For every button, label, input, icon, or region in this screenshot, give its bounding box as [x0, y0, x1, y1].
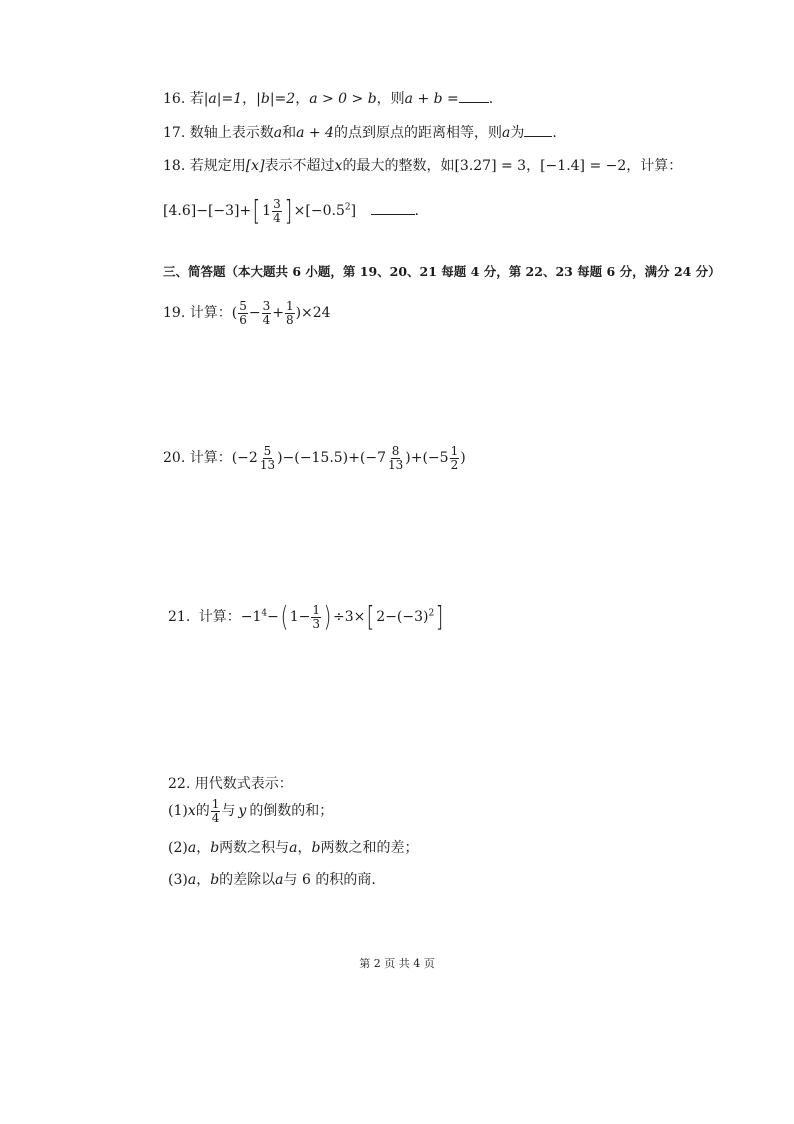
question-20: 20. 计算：(−2 $\frac{5}{13}$ )−(−15.5)+(−7 $\frac{8}{13}$ )+(−5 $\frac{1}{2}$ ): [163, 443, 466, 472]
answer-blank: [459, 88, 489, 103]
question-number: 18.: [163, 158, 186, 174]
question-22-part-2: (2)a，b两数之积与a，b两数之和的差；: [168, 840, 419, 856]
question-21: 21. 计算：$-1^4-$( 1− $\frac{1}{3}$ ) ÷3×[ $2-(-3)^2$]: [168, 600, 444, 633]
question-18-expression: [4.6]−[−3]+[ 1 $\frac{3}{4}$ ] $\times[-0.5^2]$ .: [163, 194, 419, 227]
answer-blank: [524, 122, 552, 137]
question-22-part-3: (3)a，b的差除以a与 6 的积的商.: [168, 872, 376, 888]
fraction: $\frac{3}{4}$: [273, 196, 281, 225]
fraction: $\frac{1}{8}$: [285, 298, 294, 327]
question-number: 16.: [163, 91, 186, 107]
question-number: 21.: [168, 609, 191, 625]
question-22-part-1: (1)x的 $\frac{1}{4}$ 与 y 的倒数的和；: [168, 796, 334, 825]
fraction: $\frac{5}{6}$: [239, 298, 247, 327]
fraction: $\frac{1}{2}$: [450, 443, 459, 472]
question-number: 17.: [163, 125, 186, 141]
question-17: 17. 数轴上表示数a和a + 4的点到原点的距离相等，则a为 .: [163, 122, 557, 143]
question-number: 20.: [163, 450, 186, 466]
fraction: $\frac{8}{13}$: [387, 443, 404, 472]
section-heading: 三、简答题（本大题共 6 小题，第 19、20、21 每题 4 分，第 22、23 每题 6 分，满分 24 分）: [163, 264, 721, 279]
question-22-title: 22. 用代数式表示：: [168, 776, 293, 792]
page-footer: 第 2 页 共 4 页: [359, 957, 435, 970]
question-number: 22.: [168, 776, 191, 792]
fraction: $\frac{1}{4}$: [211, 796, 220, 825]
fraction: $\frac{1}{3}$: [312, 602, 321, 631]
question-18: 18. 若规定用[x]表示不超过x的最大的整数，如[3.27] = 3，[−1.4] = −2，计算：: [163, 158, 683, 174]
question-16: 16. 若|a|=1，|b|=2，a > 0 > b，则a + b = .: [163, 88, 493, 109]
question-number: 19.: [163, 305, 186, 321]
answer-blank: [371, 200, 415, 215]
fraction: $\frac{3}{4}$: [262, 298, 271, 327]
question-19: 19. 计算：( $\frac{5}{6}$ − $\frac{3}{4}$ + $\frac{1}{8}$ )×24: [163, 298, 331, 327]
fraction: $\frac{5}{13}$: [259, 443, 276, 472]
